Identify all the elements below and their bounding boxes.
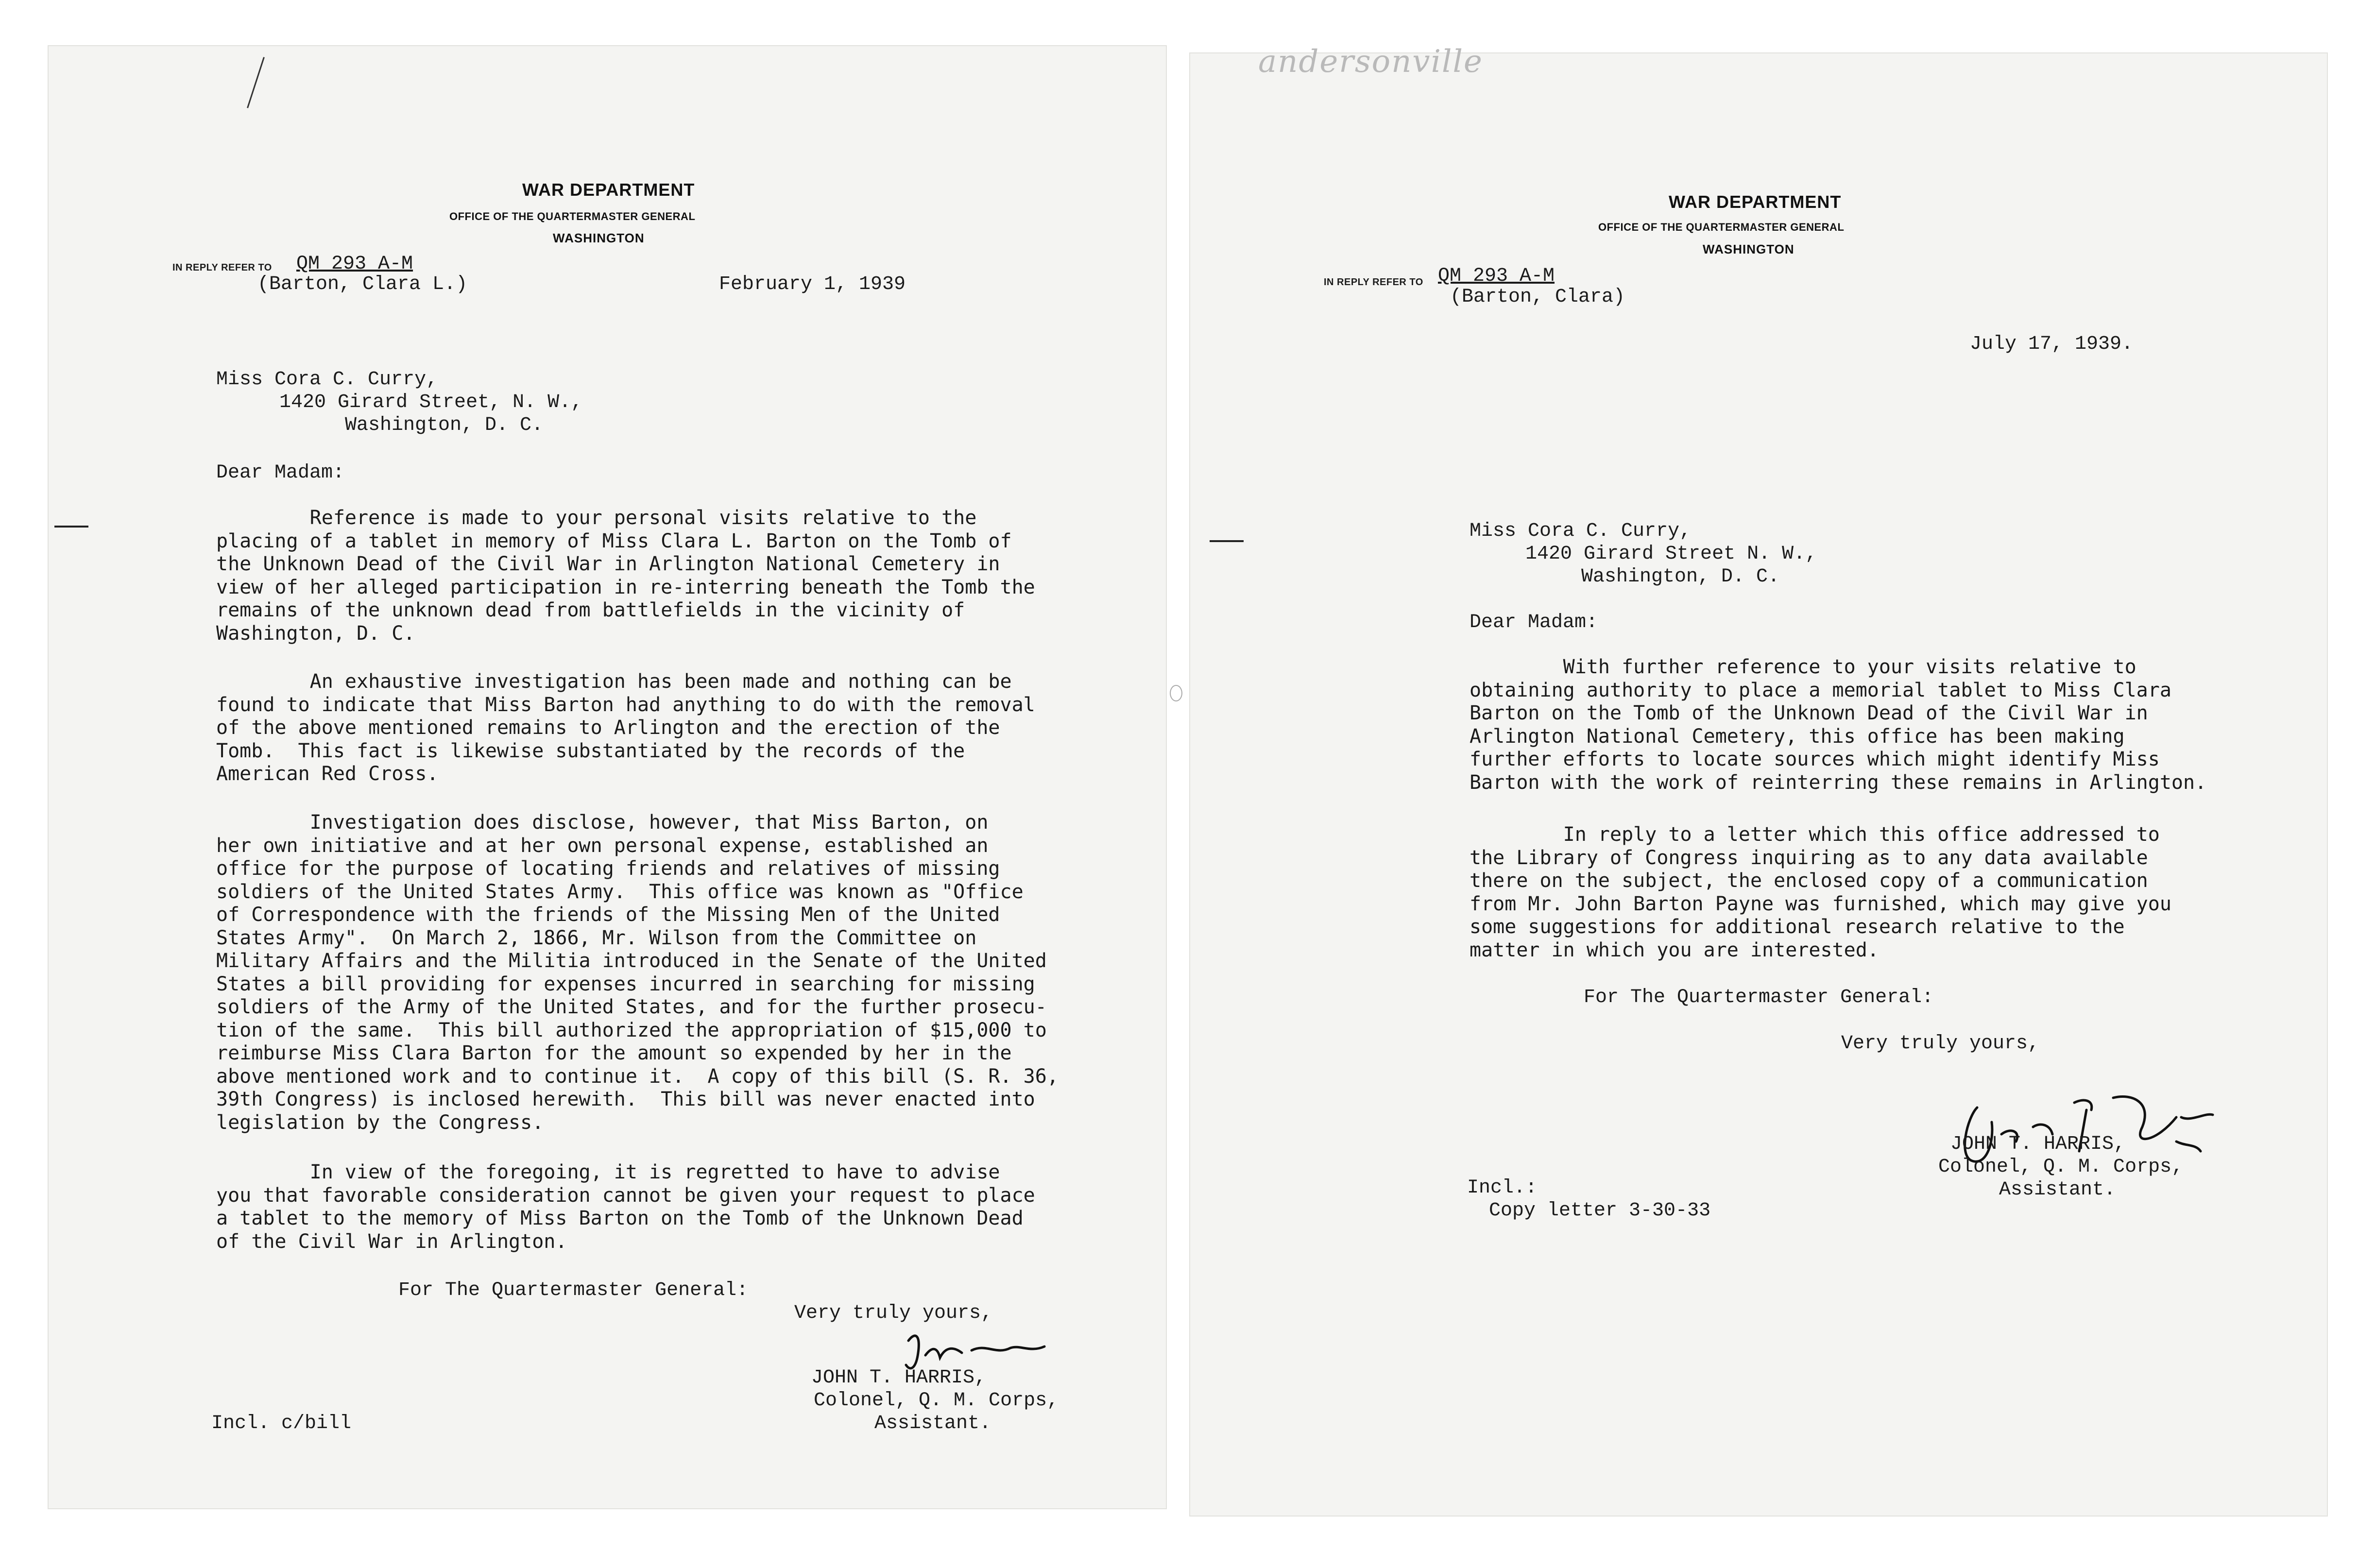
punch-hole-mark [1170, 685, 1182, 701]
letterhead-department: WAR DEPARTMENT [1669, 192, 1842, 212]
body-paragraph: With further reference to your visits relative to obtaining authority to place a memorial tablet to Miss Clara Barton on the Tomb of the Unknown Dead of the Civil War in Arlington National Cemetery, this office has been making further efforts to locate sources which might identify Miss Barton with the work of reinterring these remains in Arlington. [1469, 656, 2207, 794]
letter-page-july [1190, 44, 2327, 1516]
for-line: For The Quartermaster General: [1584, 987, 1934, 1008]
stray-pen-mark [247, 57, 265, 108]
reference-number: QM 293 A-M [1438, 265, 1555, 287]
margin-dash [54, 526, 88, 528]
letterhead-department: WAR DEPARTMENT [522, 180, 695, 200]
salutation: Dear Madam: [1469, 612, 1598, 633]
addressee-street: 1420 Girard Street N. W., [1525, 543, 1817, 565]
for-line: For The Quartermaster General: [398, 1279, 749, 1301]
addressee-city: Washington, D. C. [1581, 566, 1780, 588]
signatory-name: JOHN T. HARRIS, [1950, 1133, 2126, 1155]
body-paragraph: In reply to a letter which this office addressed to the Library of Congress inquiring as to any data available there on the subject, the enclosed copy of a communication from Mr. John Barton Payne was furnished, which may give you some suggestions for additional research relative to the matter in which you are interested. [1469, 823, 2171, 961]
letter-date: February 1, 1939 [719, 273, 906, 295]
enclosure-label: Incl.: [1467, 1177, 1538, 1199]
salutation: Dear Madam: [216, 462, 345, 484]
margin-dash [1210, 540, 1244, 542]
body-paragraph: In view of the foregoing, it is regretted to have to advise you that favorable consideration cannot be given your request to place a tablet to the memory of Miss Barton on the Tomb of the Unknown Dead of the Civil War in Arlington. [216, 1161, 1035, 1253]
margin-annotation: andersonville [1258, 44, 1483, 80]
reference-subject: (Barton, Clara) [1450, 286, 1625, 308]
addressee-name: Miss Cora C. Curry, [216, 369, 438, 391]
body-paragraph: Reference is made to your personal visits relative to the placing of a tablet in memory of Miss Clara L. Barton on the Tomb of the Unknown Dead of the Civil War in Arlington National Cemetery in view of her alleged participation in re-interring beneath the Tomb the remains of the unknown dead from battlefields in the vicinity of Washington, D. C. [216, 507, 1035, 645]
reference-number: QM 293 A-M [296, 253, 413, 275]
enclosure: Incl. c/bill [211, 1413, 352, 1434]
addressee-street: 1420 Girard Street, N. W., [279, 392, 583, 413]
signatory-title: Colonel, Q. M. Corps, [1938, 1156, 2184, 1178]
enclosure: Copy letter 3-30-33 [1489, 1200, 1711, 1222]
signatory-role: Assistant. [874, 1413, 991, 1434]
letter-date: July 17, 1939. [1970, 333, 2134, 355]
letterhead-office: OFFICE OF THE QUARTERMASTER GENERAL [1598, 221, 1845, 233]
addressee-city: Washington, D. C. [345, 414, 544, 436]
signatory-name: JOHN T. HARRIS, [811, 1367, 987, 1389]
signatory-role: Assistant. [1999, 1179, 2116, 1201]
closing: Very truly yours, [794, 1302, 993, 1324]
body-paragraph: Investigation does disclose, however, that Miss Barton, on her own initiative and at her own personal expense, established an office for the purpose of locating friends and relatives of missing soldiers of the United States Army. This office was known as "Office of Correspondence with the friends of the Missing Men of the United States Army". On March 2, 1866, Mr. Wilson from the Committee on Military Affairs and the Militia introduced in the Senate of the United States a bill providing for expenses incurred in searching for missing soldiers of the Army of the United States, and for the further prosecu- tion of the same. This bill authorized the appropriation of $15,000 to reimburse Miss Clara Barton for the amount so expended by her in the above mentioned work and to continue it. A copy of this bill (S. R. 36, 39th Congress) is inclosed herewith. This bill was never enacted into legislation by the Congress. [216, 811, 1059, 1134]
reply-label: IN REPLY REFER TO [1324, 277, 1423, 288]
reference-subject: (Barton, Clara L.) [257, 273, 468, 295]
letterhead-city: WASHINGTON [553, 231, 645, 245]
letterhead-office: OFFICE OF THE QUARTERMASTER GENERAL [449, 210, 696, 222]
letter-page-february [49, 46, 1166, 1508]
reply-label: IN REPLY REFER TO [172, 262, 272, 273]
body-paragraph: An exhaustive investigation has been made and nothing can be found to indicate that Miss Barton had anything to do with the removal of the above mentioned remains to Arlington and the erection of the Tomb. This fact is likewise substantiated by the records of the American Red Cross. [216, 670, 1035, 785]
letterhead-city: WASHINGTON [1703, 242, 1794, 256]
addressee-name: Miss Cora C. Curry, [1469, 520, 1692, 542]
closing: Very truly yours, [1841, 1033, 2040, 1055]
signatory-title: Colonel, Q. M. Corps, [814, 1390, 1059, 1412]
